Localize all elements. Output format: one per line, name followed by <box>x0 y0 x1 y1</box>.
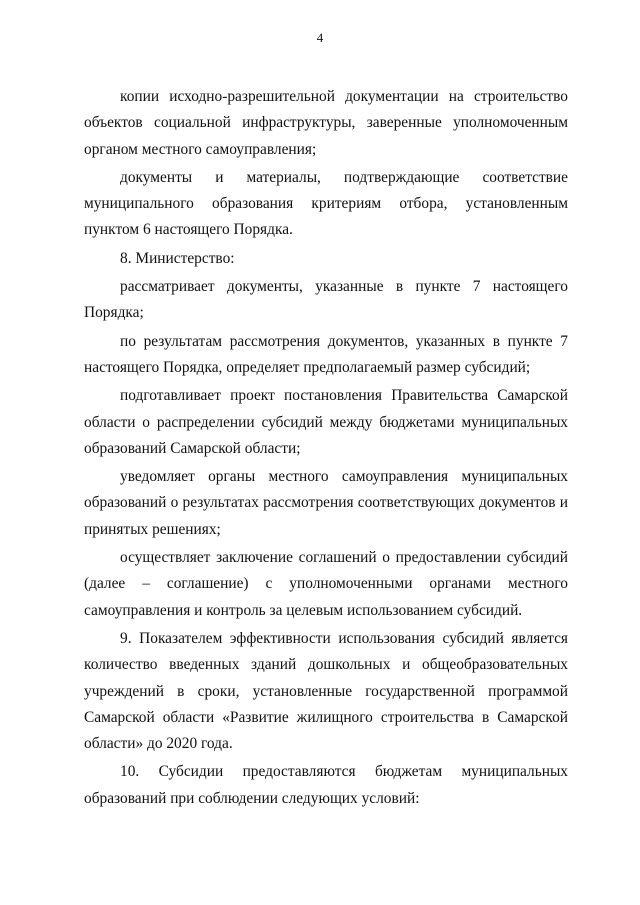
paragraph-ministry-heading: 8. Министерство: <box>120 249 235 267</box>
paragraph-concludes-agreements: осуществляет заключение соглашений о предоставлении субсидий (далее – соглашение) с уполномоченными органами местного самоуправления и контроль за целевым использованием субсидий. <box>84 549 568 619</box>
document-body <box>84 84 568 812</box>
paragraph-copies-of-permits: копии исходно-разрешительной документации на строительство объектов социальной инфраструктуры, заверенные уполномоченным органом местного самоуправления; <box>84 88 568 158</box>
paragraph-determines-subsidy-size: по результатам рассмотрения документов, указанных в пункте 7 настоящего Порядка, определяет предполагаемый размер субсидий; <box>84 332 568 376</box>
paragraph-subsidy-conditions: 10. Субсидии предоставляются бюджетам муниципальных образований при соблюдении следующих условий: <box>84 763 568 807</box>
paragraph-documents-and-materials: документы и материалы, подтверждающие соответствие муниципального образования критериям отбора, установленным пунктом 6 настоящего Порядка. <box>84 168 568 239</box>
paragraph-notifies-authorities: уведомляет органы местного самоуправления муниципальных образований о результатах рассмотрения соответствующих документов и принятых решениях; <box>84 468 568 538</box>
page-number: 4 <box>316 30 324 45</box>
paragraph-prepares-resolution: подготавливает проект постановления Правительства Самарской области о распределении субсидий между бюджетами муниципальных образований Самарской области; <box>84 387 568 457</box>
paragraph-reviews-documents: рассматривает документы, указанные в пункте 7 настоящего Порядка; <box>84 278 568 322</box>
paragraph-efficiency-indicator: 9. Показателем эффективности использования субсидий является количество введенных зданий дошкольных и общеобразовательных учреждений в сроки, установленные государственной программой Самарской области «Развитие жилищного строительства в Самарской области» до 2020 года. <box>84 629 568 753</box>
